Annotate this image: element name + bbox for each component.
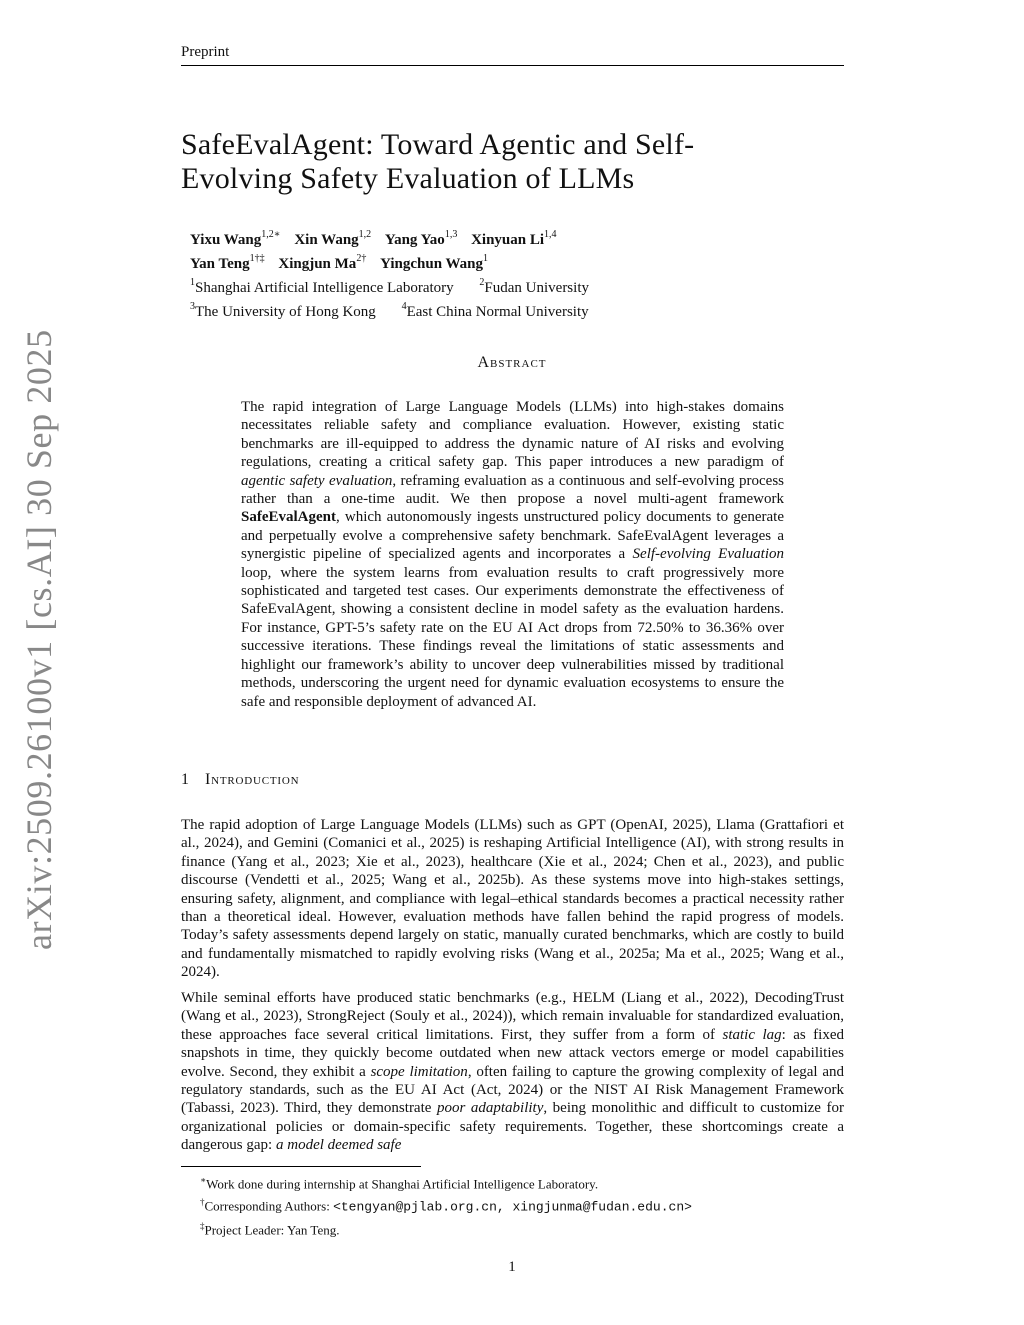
affil-mark: 4	[401, 301, 407, 312]
abstract-text: loop, where the system learns from evaluation results to craft progressively more sophisticated and targeted test cases. Our experiments demonstrate the effectiveness of SafeEvalAgent, showing a consistent decline in model safety as the evaluation hardens. For instance, GPT-5’s safety rate on the EU AI Act drops from 72.50% to 36.36% over successive iterations. These findings reveal the limitations of static assessments and highlight our framework’s ability to uncover deep vulnerabilities missed by traditional methods, underscoring the urgent need for dynamic evaluation ecosystems to ensure the safe and responsible deployment of advanced AI.	[241, 564, 784, 710]
affiliation-row-1	[190, 274, 589, 298]
para-emphasis: scope limitation	[370, 1063, 468, 1080]
title-line-1: SafeEvalAgent: Toward Agentic and Self-	[181, 128, 695, 161]
footnotes	[200, 1171, 692, 1239]
abstract-text: , reframing evaluation as a continuous and self-evolving process rather than a one-time audit. We then propose a novel multi-agent framework	[241, 472, 784, 508]
intro-paragraph-1: The rapid adoption of Large Language Models (LLMs) such as GPT (OpenAI, 2025), Llama (Grattafiori et al., 2024), and Gemini (Comanici et al., 2025) is reshaping Artificial Intelligence (AI), with strong results in finance (Yang et al., 2023; Xie et al., 2023), healthcare (Xie et al., 2024; Chen et al., 2023), and public discourse (Vendetti et al., 2025; Wang et al., 2025b). As these systems move into high-stakes settings, ensuring safety, alignment, and compliance with legal–ethical standards becomes a practical necessity rather than a theoretical ideal. However, evaluation methods have fallen behind the rapid progress of models. Today’s safety assessments depend largely on static, manually curated benchmarks, which are costly to build and fundamentally mismatched to rapidly evolving risks (Wang et al., 2025a; Ma et al., 2025; Wang et al., 2024).	[181, 817, 844, 981]
framework-name: SafeEvalAgent	[241, 509, 336, 526]
running-header: Preprint	[181, 44, 230, 60]
affil-mark: 1	[190, 277, 195, 288]
footnote-rule	[181, 1166, 421, 1167]
arxiv-stamp: arXiv:2509.26100v1 [cs.AI] 30 Sep 2025	[19, 329, 59, 950]
para-emphasis: static lag	[722, 1026, 782, 1043]
footnote	[200, 1171, 692, 1193]
author-affil: 1	[483, 253, 489, 264]
author-affil: 2†	[356, 253, 367, 264]
author-affil: 1,4	[544, 229, 557, 240]
para-text: : as fixed snapshots in time, they quickly become outdated when new attack vectors emerge or model capabilities evolve. Second, they exhibit a	[181, 1026, 845, 1080]
author-row-2	[190, 250, 589, 274]
affiliation: Fudan University	[484, 280, 589, 296]
paper-title	[181, 128, 844, 196]
section-title: Introduction	[205, 771, 300, 788]
section-heading	[181, 771, 299, 789]
section-number: 1	[181, 771, 190, 788]
footnote-text: Project Leader: Yan Teng.	[204, 1221, 340, 1237]
footnote-text: Work done during internship at Shanghai Artificial Intelligence Laboratory.	[206, 1176, 599, 1192]
intro-paragraph-2	[181, 989, 844, 1155]
author-affil: 1,3	[444, 229, 458, 240]
author-name: Yan Teng	[190, 256, 250, 272]
para-text: , being monolithic and difficult to customize for organizational policies or domain-specific safety requirements. Together, these shortcomings create a dangerous gap:	[181, 1100, 844, 1154]
author-block	[190, 226, 589, 322]
para-text: , often failing to capture the growing complexity of legal and regulatory standards, such as the EU AI Act (Act, 2024) or the NIST AI Risk Management Framework (Tabassi, 2023). Third, they demonstrate	[181, 1063, 844, 1117]
abstract-text: , which autonomously ingests unstructured policy documents to generate and perpetually evolve a comprehensive safety benchmark. SafeEvalAgent leverages a synergistic pipeline of specialized agents and incorporates a	[241, 509, 784, 563]
page-number: 1	[508, 1259, 516, 1275]
affil-mark: 2	[479, 277, 485, 288]
abstract-emphasis: agentic safety evaluation	[241, 472, 393, 489]
affil-mark: 3	[190, 301, 195, 312]
footnote	[200, 1217, 692, 1239]
author-name: Xin Wang	[294, 232, 359, 248]
author-name: Yingchun Wang	[380, 256, 484, 272]
footnote-emails[interactable]: <tengyan@pjlab.org.cn, xingjunma@fudan.edu.cn>	[333, 1199, 692, 1215]
affiliation: Shanghai Artificial Intelligence Laboratory	[195, 280, 454, 296]
abstract-heading	[0, 354, 1024, 372]
author-name: Xinyuan Li	[471, 232, 545, 248]
para-emphasis: a model deemed safe	[275, 1137, 402, 1154]
title-line-2: Evolving Safety Evaluation of LLMs	[181, 162, 635, 195]
footnote-mark: ‡	[200, 1220, 205, 1231]
header-rule	[181, 65, 844, 66]
affiliation: East China Normal University	[406, 304, 589, 320]
author-affil: 1†‡	[249, 253, 265, 264]
footnote-mark: ∗	[200, 1175, 207, 1185]
para-text: While seminal efforts have produced static benchmarks (e.g., HELM (Liang et al., 2022), DecodingTrust (Wang et al., 2023), StrongReject (Souly et al., 2024)), which remain invaluable for standardized evaluation, these approaches face several critical limitations. First, they suffer from a form of	[181, 990, 844, 1043]
abstract-heading-text: Abstract	[477, 354, 547, 371]
footnote-mark: †	[200, 1197, 205, 1208]
affiliation: The University of Hong Kong	[195, 304, 376, 320]
abstract-emphasis: Self-evolving Evaluation	[632, 546, 784, 563]
author-name: Xingjun Ma	[278, 256, 357, 272]
author-affil: 1,2	[358, 229, 372, 240]
author-affil: 1,2∗	[261, 229, 281, 240]
author-name: Yixu Wang	[190, 232, 262, 248]
abstract-body	[241, 398, 784, 711]
footnote	[200, 1193, 692, 1216]
affiliation-row-2	[190, 298, 589, 322]
para-emphasis: poor adaptability	[436, 1100, 544, 1117]
author-row-1	[190, 226, 589, 250]
abstract-text: The rapid integration of Large Language Models (LLMs) into high-stakes domains necessitates reliable safety and compliance evaluation. However, existing static benchmarks are ill-equipped to address the dynamic nature of AI risks and evolving regulations, creating a critical safety gap. This paper introduces a new paradigm of	[241, 399, 784, 471]
author-name: Yang Yao	[384, 232, 445, 248]
footnote-text: Corresponding Authors:	[204, 1198, 334, 1214]
